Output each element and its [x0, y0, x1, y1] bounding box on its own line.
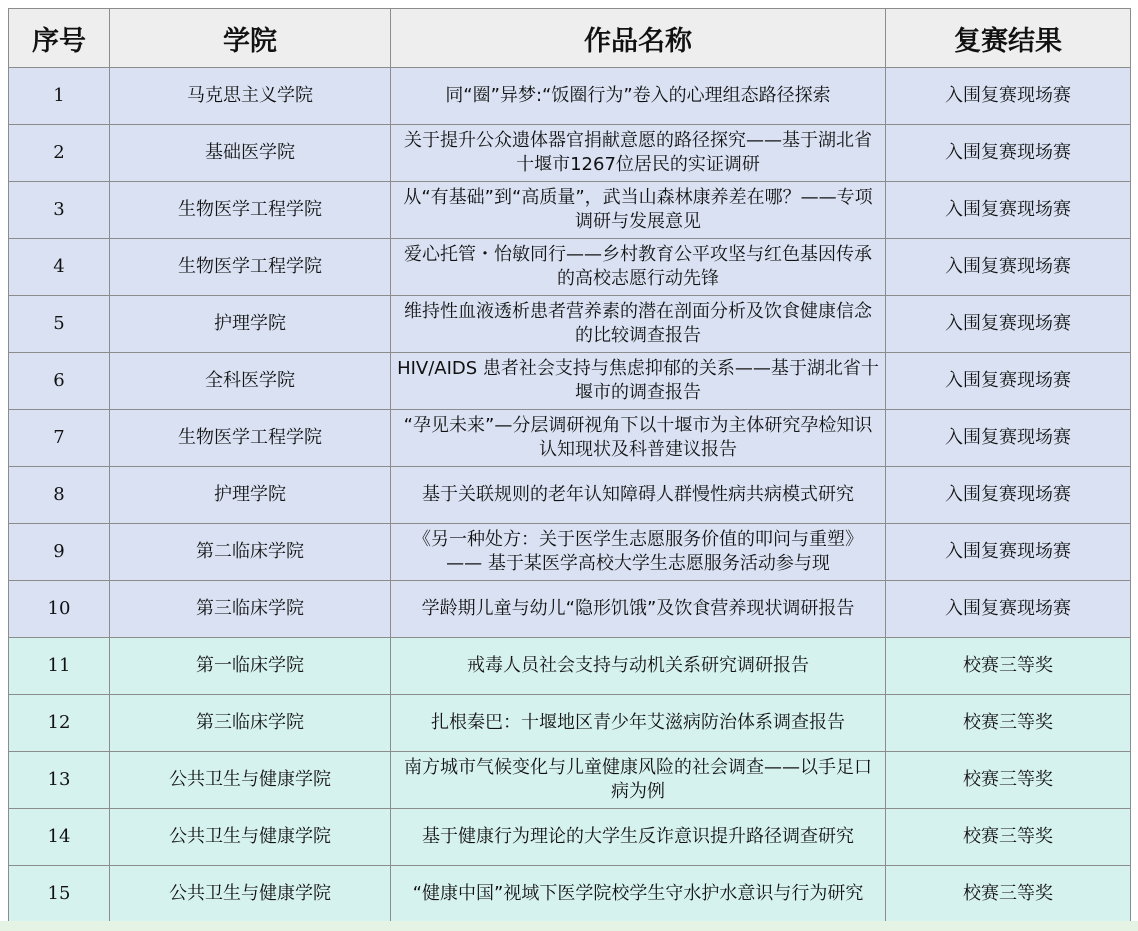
table-row — [9, 182, 1131, 239]
header-result: 复赛结果 — [886, 9, 1131, 68]
table-row — [9, 353, 1131, 410]
row-number: 14 — [9, 809, 110, 866]
table-row — [9, 866, 1131, 923]
row-college: 生物医学工程学院 — [110, 182, 391, 239]
row-title: HIV/AIDS 患者社会支持与焦虑抑郁的关系——基于湖北省十堰市的调查报告 — [391, 353, 886, 410]
row-college: 公共卫生与健康学院 — [110, 809, 391, 866]
row-number: 13 — [9, 752, 110, 809]
row-result: 入围复赛现场赛 — [886, 182, 1131, 239]
header-no: 序号 — [9, 9, 110, 68]
table-body — [9, 68, 1131, 923]
row-title: 南方城市气候变化与儿童健康风险的社会调查——以手足口病为例 — [391, 752, 886, 809]
row-title: 同“圈”异梦:“饭圈行为”卷入的心理组态路径探索 — [391, 68, 886, 125]
row-title: 从“有基础”到“高质量”，武当山森林康养差在哪？——专项调研与发展意见 — [391, 182, 886, 239]
header-college: 学院 — [110, 9, 391, 68]
header-row — [9, 9, 1131, 68]
row-result: 校赛三等奖 — [886, 866, 1131, 923]
row-college: 生物医学工程学院 — [110, 410, 391, 467]
row-number: 8 — [9, 467, 110, 524]
row-title: “孕见未来”—分层调研视角下以十堰市为主体研究孕检知识认知现状及科普建议报告 — [391, 410, 886, 467]
row-result: 入围复赛现场赛 — [886, 410, 1131, 467]
row-college: 护理学院 — [110, 467, 391, 524]
row-number: 3 — [9, 182, 110, 239]
table-row — [9, 296, 1131, 353]
row-result: 入围复赛现场赛 — [886, 296, 1131, 353]
row-title: “健康中国”视域下医学院校学生守水护水意识与行为研究 — [391, 866, 886, 923]
sheet-bottom-strip — [0, 921, 1138, 931]
table-row — [9, 524, 1131, 581]
row-title: 基于关联规则的老年认知障碍人群慢性病共病模式研究 — [391, 467, 886, 524]
row-result: 校赛三等奖 — [886, 809, 1131, 866]
row-college: 公共卫生与健康学院 — [110, 752, 391, 809]
table-row — [9, 239, 1131, 296]
table-row — [9, 467, 1131, 524]
row-result: 入围复赛现场赛 — [886, 467, 1131, 524]
row-college: 全科医学院 — [110, 353, 391, 410]
row-title: 维持性血液透析患者营养素的潜在剖面分析及饮食健康信念的比较调查报告 — [391, 296, 886, 353]
row-number: 2 — [9, 125, 110, 182]
table-row — [9, 581, 1131, 638]
row-result: 入围复赛现场赛 — [886, 581, 1131, 638]
row-college: 马克思主义学院 — [110, 68, 391, 125]
row-number: 4 — [9, 239, 110, 296]
row-number: 5 — [9, 296, 110, 353]
table-row — [9, 410, 1131, 467]
row-college: 生物医学工程学院 — [110, 239, 391, 296]
table-row — [9, 125, 1131, 182]
row-college: 第二临床学院 — [110, 524, 391, 581]
row-result: 入围复赛现场赛 — [886, 524, 1131, 581]
table-row — [9, 68, 1131, 125]
table-row — [9, 638, 1131, 695]
header-title: 作品名称 — [391, 9, 886, 68]
row-number: 10 — [9, 581, 110, 638]
row-number: 12 — [9, 695, 110, 752]
row-result: 入围复赛现场赛 — [886, 353, 1131, 410]
row-result: 校赛三等奖 — [886, 752, 1131, 809]
row-title: 基于健康行为理论的大学生反诈意识提升路径调查研究 — [391, 809, 886, 866]
row-college: 第三临床学院 — [110, 695, 391, 752]
row-title: 《另一种处方：关于医学生志愿服务价值的叩问与重塑》—— 基于某医学高校大学生志愿服务活动参与现 — [391, 524, 886, 581]
row-number: 11 — [9, 638, 110, 695]
row-college: 基础医学院 — [110, 125, 391, 182]
row-title: 关于提升公众遗体器官捐献意愿的路径探究——基于湖北省十堰市1267位居民的实证调研 — [391, 125, 886, 182]
row-number: 6 — [9, 353, 110, 410]
row-result: 校赛三等奖 — [886, 695, 1131, 752]
table-row — [9, 695, 1131, 752]
row-title: 学龄期儿童与幼儿“隐形饥饿”及饮食营养现状调研报告 — [391, 581, 886, 638]
table-row — [9, 752, 1131, 809]
row-college: 第三临床学院 — [110, 581, 391, 638]
row-result: 入围复赛现场赛 — [886, 68, 1131, 125]
row-number: 1 — [9, 68, 110, 125]
row-title: 戒毒人员社会支持与动机关系研究调研报告 — [391, 638, 886, 695]
results-table — [8, 8, 1131, 923]
row-college: 公共卫生与健康学院 — [110, 866, 391, 923]
row-result: 校赛三等奖 — [886, 638, 1131, 695]
table-row — [9, 809, 1131, 866]
row-number: 15 — [9, 866, 110, 923]
row-number: 9 — [9, 524, 110, 581]
row-result: 入围复赛现场赛 — [886, 125, 1131, 182]
row-number: 7 — [9, 410, 110, 467]
row-result: 入围复赛现场赛 — [886, 239, 1131, 296]
row-title: 爱心托管・怡敏同行——乡村教育公平攻坚与红色基因传承的高校志愿行动先锋 — [391, 239, 886, 296]
results-table-container — [8, 8, 1130, 923]
row-college: 护理学院 — [110, 296, 391, 353]
row-college: 第一临床学院 — [110, 638, 391, 695]
row-title: 扎根秦巴：十堰地区青少年艾滋病防治体系调查报告 — [391, 695, 886, 752]
